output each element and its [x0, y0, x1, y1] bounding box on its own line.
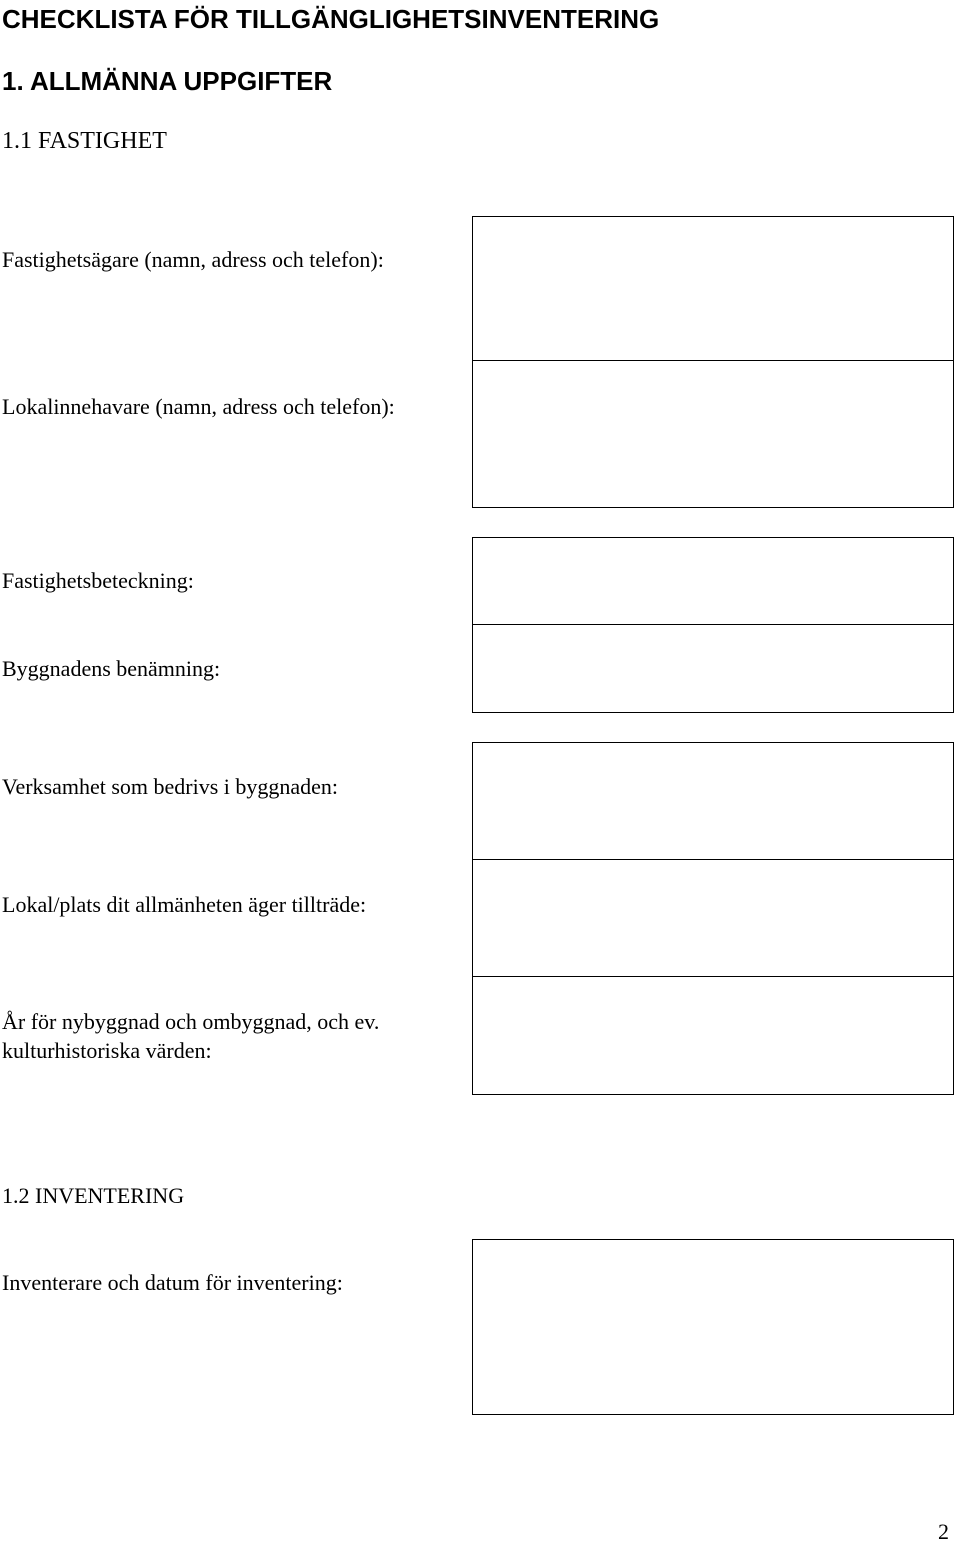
public-access-label: Lokal/plats dit allmänheten äger tillträde:: [2, 892, 367, 917]
tenant-field[interactable]: [472, 360, 954, 508]
tenant-label: Lokalinnehavare (namn, adress och telefon):: [2, 394, 395, 419]
document-title: CHECKLISTA FÖR TILLGÄNGLIGHETSINVENTERING: [2, 4, 660, 34]
year-label-line1: År för nybyggnad och ombyggnad, och ev.: [2, 1009, 380, 1034]
subsection-fastighet-heading: 1.1 FASTIGHET: [2, 128, 167, 154]
subsection-inventering-heading: 1.2 INVENTERING: [2, 1183, 185, 1208]
year-label-line2: kulturhistoriska värden:: [2, 1038, 212, 1063]
building-name-label: Byggnadens benämning:: [2, 656, 221, 681]
property-designation-label: Fastighetsbeteckning:: [2, 568, 194, 593]
building-name-field[interactable]: [472, 624, 954, 713]
property-designation-field[interactable]: [472, 537, 954, 626]
section-heading: 1. ALLMÄNNA UPPGIFTER: [2, 66, 333, 96]
year-field[interactable]: [472, 976, 954, 1095]
inventory-label: Inventerare och datum för inventering:: [2, 1270, 343, 1295]
page-number: 2: [938, 1519, 949, 1544]
activity-label: Verksamhet som bedrivs i byggnaden:: [2, 774, 339, 799]
owner-label: Fastighetsägare (namn, adress och telefon):: [2, 247, 384, 272]
owner-field[interactable]: [472, 216, 954, 362]
inventory-field[interactable]: [472, 1239, 954, 1415]
activity-field[interactable]: [472, 742, 954, 861]
public-access-field[interactable]: [472, 859, 954, 978]
